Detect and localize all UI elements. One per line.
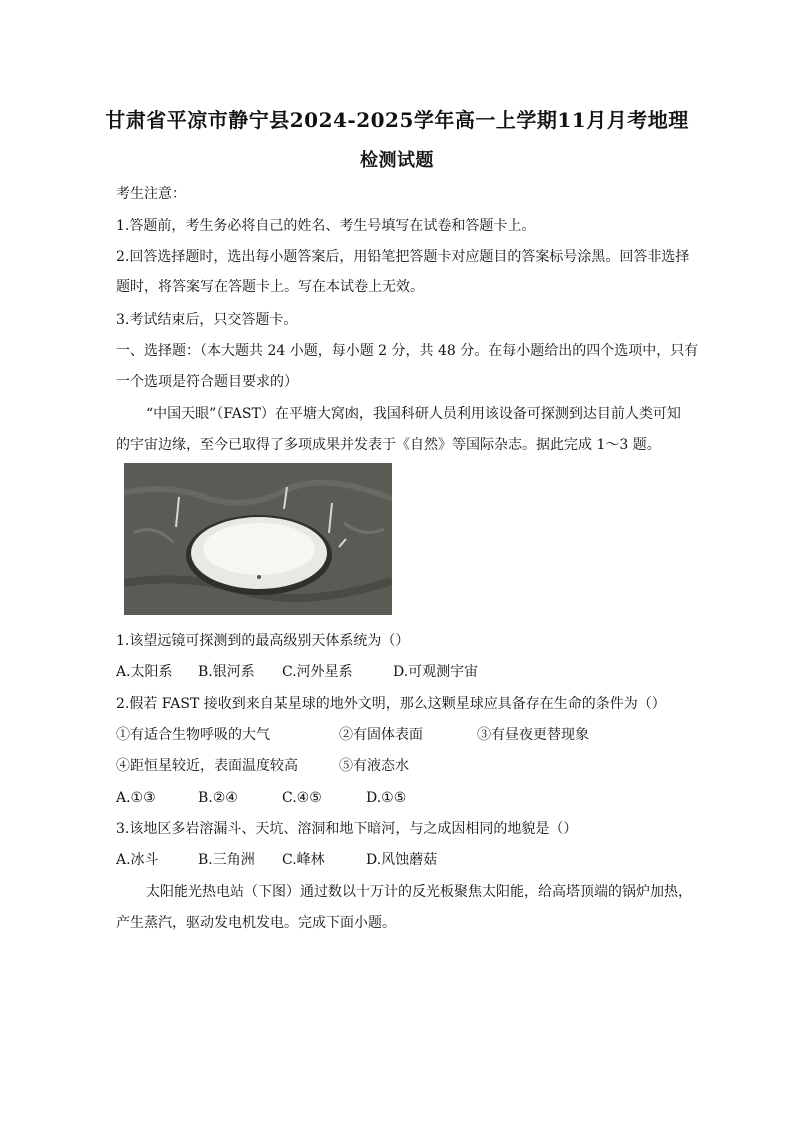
notice-heading: 考生注意： <box>116 186 186 202</box>
passage2-line2: 产生蒸汽，驱动发电机发电。完成下面小题。 <box>116 915 396 931</box>
passage1-line1: “中国天眼”（FAST）在平塘大窝凼，我国科研人员利用该设备可探测到达目前人类可知 <box>146 406 681 422</box>
q3-option-b: B.三角洲 <box>198 852 255 868</box>
notice-item-1: 1.答题前，考生务必将自己的姓名、考生号填写在试卷和答题卡上。 <box>116 218 536 234</box>
q1-stem: 1.该望远镜可探测到的最高级别天体系统为（） <box>116 633 410 649</box>
section1-instructions-cont: 一个选项是符合题目要求的） <box>116 374 298 390</box>
q1-option-c: C.河外星系 <box>282 664 353 680</box>
q1-option-d: D.可观测宇宙 <box>393 664 479 680</box>
q3-option-d: D.风蚀蘑菇 <box>366 852 438 868</box>
exam-title-line1: 甘肃省平凉市静宁县2024-2025学年高一上学期11月月考地理 <box>105 108 689 132</box>
passage1-line2: 的宇宙边缘，至今已取得了多项成果并发表于《自然》等国际杂志。据此完成 1～3 题。 <box>116 437 661 453</box>
q2-condition-1: ①有适合生物呼吸的大气 <box>116 727 270 743</box>
notice-item-3: 3.考试结束后，只交答题卡。 <box>116 312 298 328</box>
q2-option-d: D.①⑤ <box>366 790 407 806</box>
q2-condition-2: ②有固体表面 <box>339 727 423 743</box>
q2-option-b: B.②④ <box>198 790 238 806</box>
exam-title-line2: 检测试题 <box>360 150 434 171</box>
section1-instructions: 一、选择题：（本大题共 24 小题，每小题 2 分，共 48 分。在每小题给出的四个选项中，只有 <box>116 343 699 359</box>
passage2-line1: 太阳能光热电站（下图）通过数以十万计的反光板聚焦太阳能，给高塔顶端的锅炉加热， <box>146 884 692 900</box>
notice-item-2-cont: 题时，将答案写在答题卡上。写在本试卷上无效。 <box>116 279 424 295</box>
q1-option-a: A.太阳系 <box>116 664 173 680</box>
q3-stem: 3.该地区多岩溶漏斗、天坑、溶洞和地下暗河，与之成因相同的地貌是（） <box>116 821 578 837</box>
q1-option-b: B.银河系 <box>198 664 255 680</box>
q2-condition-4: ④距恒星较近，表面温度较高 <box>116 758 298 774</box>
q3-option-c: C.峰林 <box>282 852 325 868</box>
fast-telescope-photo <box>124 463 392 615</box>
q2-option-c: C.④⑤ <box>282 790 322 806</box>
q2-condition-3: ③有昼夜更替现象 <box>477 727 589 743</box>
q2-stem: 2.假若 FAST 接收到来自某星球的地外文明，那么这颗星球应具备存在生命的条件为（） <box>116 696 666 712</box>
q3-option-a: A.冰斗 <box>116 852 159 868</box>
notice-item-2: 2.回答选择题时，选出每小题答案后，用铅笔把答题卡对应题目的答案标号涂黑。回答非选择 <box>116 249 690 265</box>
q2-condition-5: ⑤有液态水 <box>339 758 409 774</box>
q2-option-a: A.①③ <box>116 790 156 806</box>
